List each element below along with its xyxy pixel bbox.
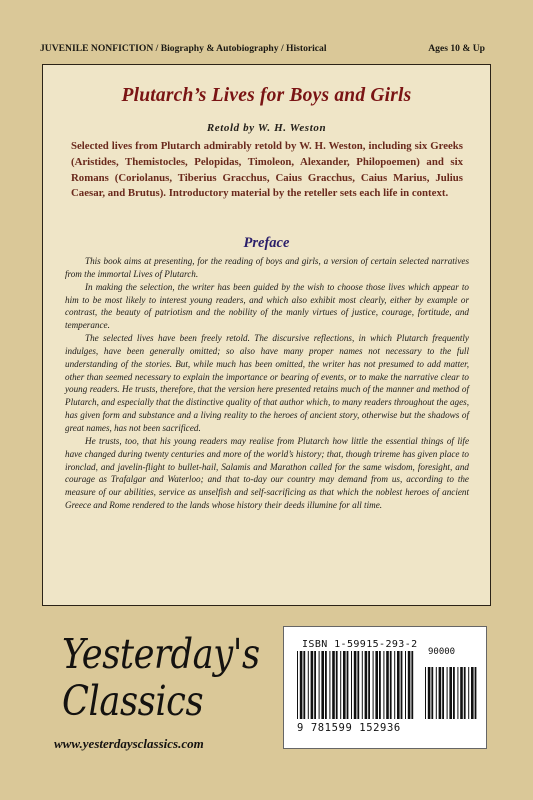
barcode-bar [383,651,384,719]
book-subtitle: Retold by W. H. Weston [206,122,327,134]
barcode-bar [394,651,395,719]
barcode-bar [439,667,442,719]
barcode-bar [390,651,392,719]
barcode-bar [397,651,400,719]
preface-paragraph: The selected lives have been freely retold. The discursive reflections, in which Plutarch frequently indulges, have been generally omitted; so also have many proper names not necessary to the full understanding of the stories. But, while much has been omitted, the writer has not presumed to add matter, other than seemed necessary to explain the importance or bearing of events, or to make the narrative clear to young readers. He trusts, therefore, that the version here presented retains much of the manner and method of Plutarch, and especially that the distinctive quality of that author which, to many readers throughout the ages, has given form and substance and a living reality to the heroes of ancient story, otherwise but the shadows of great names, has not been sacrificed. [65,333,469,433]
barcode-bar [408,651,411,719]
barcode-bar [354,651,357,719]
preface-paragraph: He trusts, too, that his young readers may realise from Plutarch how little the essential things of life have changed during twenty centuries and more of the world’s history; that, though trireme has given place to ironclad, and javelin-flight to bullet-hail, Salamis and Marathon called for the same wisdom, foresight, and courage as Trafalgar and Waterloo; and that to-day our country may demand from us, according to the measure of our abilities, service as unselfish and self-sacrificing as that which the noblest heroes of ancient Greece and Rome rendered to the lands whose history their deeds illumine for all time. [65,435,469,511]
barcode-bar [351,651,352,719]
barcode-bar [362,651,363,719]
barcode-bar [340,651,341,719]
category-label: JUVENILE NONFICTION / Biography & Autobiography / Historical [40,43,327,54]
barcode-bar [308,651,309,719]
ean-digits: 9 781599 152936 [297,722,401,734]
barcode-bar [468,667,469,719]
barcode-bar [332,651,335,719]
preface-paragraph: In making the selection, the writer has been guided by the wish to choose those lives which appear to him to be most likely to interest young readers, and which also exhibit most clearly, either by example or contrast, the beauty of patriotism and the nobility of the manly virtues of justice, courage, fortitude, and temperance. [65,281,469,331]
barcode-bar [386,651,389,719]
barcode-bar [453,667,455,719]
barcode-bar [475,667,477,719]
barcode-bar [325,651,327,719]
barcode-bar [411,651,413,719]
barcode-bar [347,651,349,719]
barcode-bar [375,651,378,719]
barcode-bar [300,651,303,719]
publisher-logo-line1: Yesterday's [62,630,260,678]
barcode-bar [449,667,452,719]
preface-paragraph: This book aims at presenting, for the reading of boys and girls, a version of certain selected narratives from the immortal Lives of Plutarch. [65,256,469,279]
barcode-bar [436,667,437,719]
barcode-bar [336,651,338,719]
barcode-bar [460,667,463,719]
isbn-label: ISBN 1-59915-293-2 [302,639,418,650]
age-range-label: Ages 10 & Up [428,43,485,54]
barcode-bar [428,667,431,719]
preface-text [65,255,469,512]
barcode-bar [311,651,314,719]
barcode-bar [401,651,403,719]
barcode-box [283,626,487,749]
barcode-bar [431,667,433,719]
barcode-bar [425,667,426,719]
barcode-bar [368,651,370,719]
barcode-bar [357,651,359,719]
publisher-url[interactable]: www.yesterdaysclassics.com [54,736,204,751]
barcode-bar [343,651,346,719]
ean-barcode [297,651,477,723]
barcode-bar [373,651,374,719]
barcode-bar [297,651,298,719]
barcode-bar [379,651,381,719]
top-header-bar [0,43,533,57]
barcode-bar [405,651,406,719]
book-title: Plutarch’s Lives for Boys and Girls [121,85,412,106]
book-description: Selected lives from Plutarch admirably retold by W. H. Weston, including six Greeks (Aristides, Themistocles, Pelopidas, Timoleon, Alexander, Philopoemen) and six Romans (Coriolanus, Tiberius Gracchus, Caius Gracchus, Caius Marius, Julius Caesar, and Brutus). Introductory material by the reteller sets each life in context. [71,140,463,200]
barcode-bar [314,651,316,719]
preface-heading: Preface [243,235,290,251]
barcode-bar [329,651,330,719]
barcode-bar [365,651,368,719]
barcode-bar [442,667,444,719]
barcode-bar [457,667,458,719]
barcode-bar [471,667,474,719]
barcode-bar [319,651,320,719]
barcode-bar [303,651,305,719]
barcode-bar [464,667,466,719]
publisher-logo-line2: Classics [62,677,204,725]
back-cover-panel [42,64,491,606]
barcode-bar [321,651,324,719]
barcode-bar [447,667,448,719]
price-code: 90000 [428,647,456,657]
